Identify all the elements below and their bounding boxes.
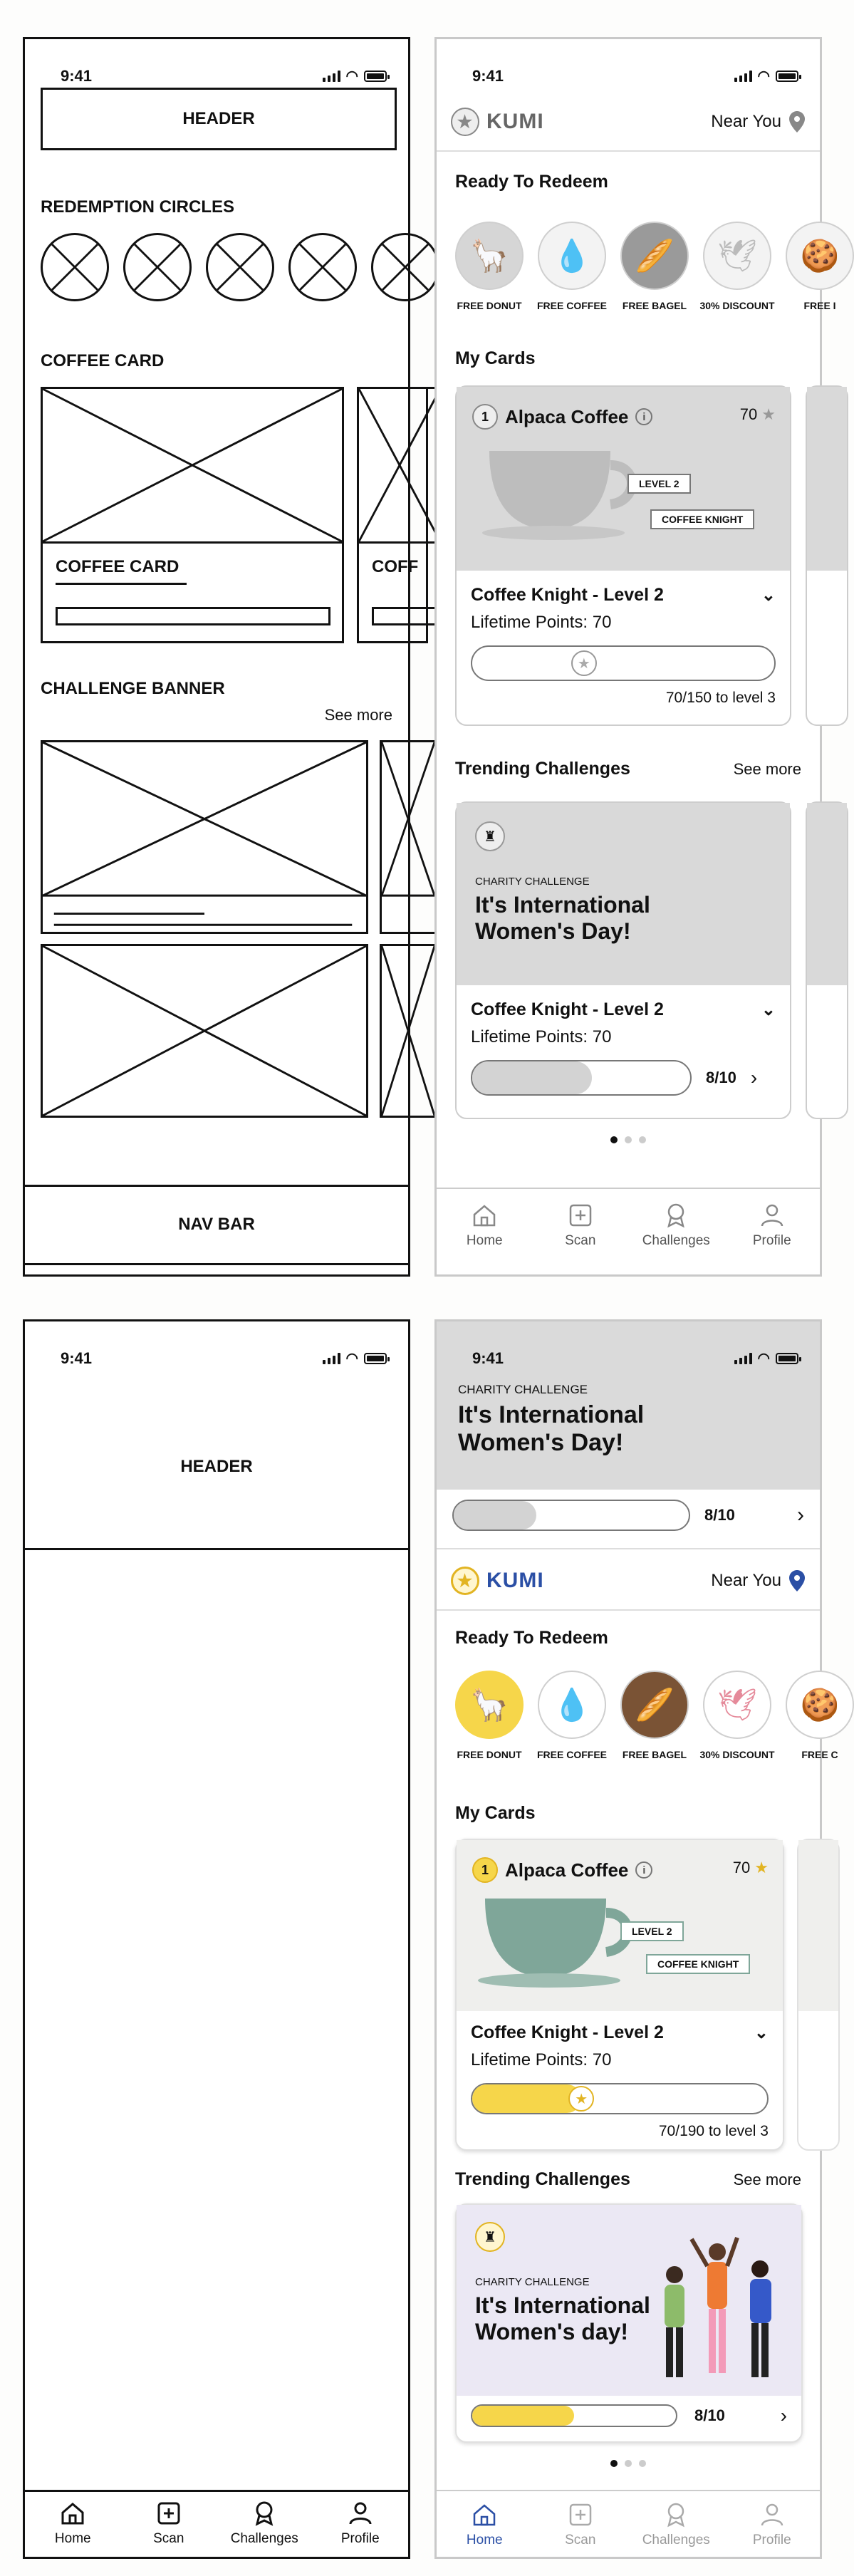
hifi-home-color [434,1319,840,2559]
nav-profile[interactable] [318,2500,403,2547]
redeem-item-bagel[interactable] [620,1671,689,1760]
level-title: Coffee Knight - Level 2 [471,585,664,605]
nav-scan[interactable] [126,2500,212,2547]
wifi-icon: ◠ [345,68,358,84]
header-divider [437,150,820,152]
redeem-item-peek[interactable] [786,1671,854,1760]
card-level [471,585,776,606]
info-icon[interactable]: i [635,408,652,425]
banner-count: 8/10 [704,1506,735,1524]
redemption-title: REDEMPTION CIRCLES [41,197,235,217]
brand-name: KUMI [486,110,544,133]
redeem-label: FREE DONUT [457,1749,522,1760]
level-progress-bar [471,2083,769,2114]
carousel-dots[interactable] [610,2460,646,2467]
star-icon: ★ [754,1859,769,1876]
nav-scan[interactable] [538,1202,623,1249]
status-icons [323,69,387,83]
loyalty-card[interactable] [455,385,791,726]
award-icon [662,2501,689,2528]
redeem-label: FREE BAGEL [622,300,687,311]
redeem-item-peek[interactable] [786,222,854,311]
image-placeholder [41,387,344,544]
nav-label: Profile [340,2531,380,2546]
location-pin-icon [788,110,806,133]
alpaca-icon: 🦙 [455,1671,524,1739]
brand-logo[interactable] [451,108,544,136]
nav-label: Home [54,2531,91,2546]
status-time: 9:41 [61,67,93,85]
redeem-label: FREE BAGEL [622,1749,687,1760]
nav-label: Challenges [642,2533,710,2548]
level-ribbon: LEVEL 2 [620,1921,684,1941]
card-details [457,2022,783,2140]
award-icon [251,2500,278,2527]
challenge-progress-row [471,1060,776,1096]
chevron-down-icon[interactable]: ⌄ [754,2023,769,2042]
challenge-title: It's International Women's day! [475,2292,650,2344]
chevron-down-icon[interactable]: ⌄ [761,1000,776,1019]
chevron-down-icon[interactable]: ⌄ [761,586,776,605]
near-you-label: Near You [711,1571,781,1590]
challenge-card[interactable] [455,2203,803,2443]
location-selector[interactable] [711,1569,806,1592]
nav-challenges[interactable] [633,2501,719,2548]
scan-plus-icon [567,2501,594,2528]
brand-name: KUMI [486,1569,544,1592]
status-time: 9:41 [61,1349,93,1367]
header-divider [437,1609,820,1611]
to-level-text: 70/190 to level 3 [658,2123,769,2139]
bottom-nav [25,2500,408,2547]
circle-placeholder[interactable] [206,233,274,301]
card-level [471,2022,769,2043]
home-icon [471,2501,498,2528]
card-points [740,405,776,424]
redeem-label: FREE COFFEE [537,300,608,311]
my-cards-title: My Cards [455,348,536,368]
challenge-tag: CHARITY CHALLENGE [475,2276,590,2288]
nav-bottom-divider [25,1263,408,1265]
card-name [472,1857,652,1883]
redeem-item-coffee[interactable] [538,222,606,311]
nav-label: Home [466,1233,503,1248]
redeem-label: 30% DISCOUNT [699,1749,775,1760]
coffee-card-placeholder[interactable] [41,387,344,643]
header-divider [25,1548,408,1550]
header-label: HEADER [180,1457,253,1476]
points-value: 70 [732,1859,751,1876]
challenge-count: 8/10 [706,1069,736,1086]
circle-placeholder[interactable] [41,233,109,301]
chevron-right-icon[interactable]: › [780,2404,787,2426]
chevron-right-icon[interactable]: › [750,1066,758,1089]
challenge-progress-bar [471,1060,692,1096]
banner-progress-bar [452,1500,690,1531]
chevron-right-icon[interactable]: › [797,1503,804,1527]
loyalty-card-peek[interactable] [797,1839,840,2151]
banner-progress-row [452,1500,804,1531]
nav-home[interactable] [442,1202,527,1249]
home-icon [59,2500,86,2527]
nav-challenges[interactable] [222,2500,307,2547]
level-ribbon: LEVEL 2 [628,474,691,494]
brand-logo[interactable] [451,1567,544,1595]
drops-icon: 💧 [538,1671,606,1739]
progress-placeholder [56,607,330,625]
star-thumb-icon: ★ [568,2086,594,2112]
battery-icon [776,71,798,82]
card-points [733,1859,769,1877]
redeem-row [455,222,854,311]
points-value: 70 [739,405,758,423]
redeem-label: FREE I [803,300,836,311]
coffee-card-label: COFFEE CARD [56,557,179,576]
progress-fill [454,1501,536,1530]
nav-label: Scan [565,1233,596,1248]
bottom-nav [437,1202,820,1249]
challenge-banner-placeholder[interactable] [41,740,368,934]
nav-label: Challenges [230,2531,298,2546]
cookie-icon: 🍪 [786,1671,854,1739]
signal-icon [734,71,752,82]
header-placeholder [41,88,397,150]
title-underline [56,583,187,585]
title-ribbon: COFFEE KNIGHT [646,1954,750,1974]
redeem-item-donut[interactable] [455,1671,524,1760]
app-header [437,100,820,143]
coffee-card-placeholder-peek[interactable] [357,387,428,643]
nav-scan[interactable] [538,2501,623,2548]
lifetime-points: Lifetime Points: 70 [471,613,612,632]
card-name-text: Alpaca Coffee [505,1859,629,1881]
bottom-nav [437,2501,820,2548]
status-time: 9:41 [472,67,504,85]
progress-fill [472,2406,574,2426]
redeem-row [455,1671,854,1760]
nav-label: Profile [752,2533,791,2548]
challenge-title: It's International Women's Day! [475,892,650,944]
challenge-card-peek[interactable] [806,801,848,1119]
location-pin-icon [788,1569,806,1592]
level-progress-bar [471,645,776,681]
header-label: HEADER [182,109,255,128]
signal-icon [323,1353,340,1364]
coin-icon: 1 [472,1857,498,1883]
nav-divider [437,1188,820,1189]
award-icon [662,1202,689,1229]
redeem-item-discount[interactable] [699,222,775,311]
nav-bar-label: NAV BAR [178,1215,255,1234]
header-divider [437,1548,820,1549]
location-selector[interactable] [711,110,806,133]
progress-fill [472,2084,581,2113]
wireframe-home [23,37,419,1277]
level-title: Coffee Knight - Level 2 [471,999,664,1019]
see-more-link[interactable]: See more [733,760,801,778]
scan-plus-icon [567,1202,594,1229]
loyalty-card[interactable] [455,1839,784,2151]
nav-profile[interactable] [729,1202,815,1249]
banner-tag: CHARITY CHALLENGE [458,1383,588,1396]
person-icon [347,2500,374,2527]
status-bar [437,1337,820,1380]
ready-to-redeem-title: Ready To Redeem [455,1628,608,1648]
coin-icon: 1 [472,404,498,430]
wireframe-scrolled [23,1319,410,2559]
challenge-count: 8/10 [694,2406,725,2424]
my-cards-title: My Cards [455,1803,536,1823]
star-icon: ★ [761,405,776,423]
nav-challenges[interactable] [633,1202,719,1249]
scan-plus-icon [155,2500,182,2527]
progress-fill [472,1061,592,1094]
challenge-card[interactable] [455,801,791,1119]
status-icons [734,69,798,83]
redeem-item-coffee[interactable] [538,1671,606,1760]
card-name-text: Alpaca Coffee [505,405,629,427]
card-image [457,387,790,571]
card-details [457,585,790,707]
origami-bird-icon: 🕊 [703,222,771,290]
battery-icon [776,1353,798,1364]
level-title: Coffee Knight - Level 2 [471,2022,664,2042]
lifetime-points: Lifetime Points: 70 [471,2050,612,2069]
circle-placeholder[interactable] [288,233,357,301]
see-more-link[interactable]: See more [733,2171,801,2188]
info-icon[interactable]: i [635,1861,652,1879]
challenge-details [457,999,790,1096]
image-placeholder [357,387,442,544]
challenge-banner-placeholder-peek[interactable] [380,944,437,1118]
redeem-label: FREE COFFEE [537,1749,608,1760]
home-icon [471,1202,498,1229]
wifi-icon: ◠ [757,68,770,84]
nav-divider [25,1185,408,1187]
redeem-label: FREE DONUT [457,300,522,311]
trending-challenges-title: Trending Challenges [455,2169,630,2189]
origami-bird-icon: 🕊 [703,1671,771,1739]
bread-basket-icon: 🥖 [620,222,689,290]
nav-profile[interactable] [729,2501,815,2548]
title-ribbon: COFFEE KNIGHT [650,509,754,529]
challenge-banner [457,803,790,985]
person-icon [759,2501,786,2528]
nav-label: Challenges [642,1233,710,1248]
battery-icon [364,71,387,82]
progress-fill [472,647,584,680]
circle-placeholder[interactable] [123,233,192,301]
redeem-item-bagel[interactable] [620,222,689,311]
trending-challenges-title: Trending Challenges [455,759,630,779]
lifetime-points: Lifetime Points: 70 [471,1027,612,1046]
coffee-card-title: COFFEE CARD [41,351,165,370]
card-image [457,1840,783,2011]
battery-icon [364,1353,387,1364]
ready-to-redeem-title: Ready To Redeem [455,172,608,192]
nav-label: Profile [752,1233,791,1248]
app-header [437,1559,820,1602]
wifi-icon: ◠ [757,1351,770,1366]
signal-icon [734,1353,752,1364]
star-thumb-icon: ★ [571,650,597,676]
challenge-badge-icon: ♜ [475,2222,505,2252]
status-bar [437,55,820,98]
challenge-progress-row [471,2404,787,2427]
nav-divider [437,2490,820,2491]
card-name [472,404,652,430]
challenge-banner [457,2205,801,2396]
redeem-label: 30% DISCOUNT [699,300,775,311]
see-more-link[interactable]: See more [324,706,392,724]
status-time: 9:41 [472,1349,504,1367]
alpaca-icon: 🦙 [455,222,524,290]
nav-label: Scan [565,2533,596,2548]
banner-text [458,1383,686,1457]
coffee-card-peek-label: COFF [372,557,419,576]
challenge-banner-title: CHALLENGE BANNER [41,679,225,698]
status-icons [734,1351,798,1366]
star-logo-icon: ★ [451,1567,479,1595]
redeem-label: FREE C [801,1749,838,1760]
circle-placeholder[interactable] [371,233,439,301]
challenge-badge-icon: ♜ [475,821,505,851]
wifi-icon: ◠ [345,1351,358,1366]
to-level-text: 70/150 to level 3 [665,690,776,706]
loyalty-card-peek[interactable] [806,385,848,726]
bread-basket-icon: 🥖 [620,1671,689,1739]
challenge-level [471,999,776,1020]
status-bar [25,1337,408,1380]
signal-icon [323,71,340,82]
top-banner[interactable] [437,1321,820,1490]
banner-title: It's International Women's Day! [458,1401,645,1457]
nav-label: Scan [153,2531,184,2546]
star-logo-icon: ★ [451,108,479,136]
nav-divider [25,2490,408,2492]
challenge-progress-bar [471,2404,677,2427]
challenge-tag: CHARITY CHALLENGE [475,876,590,888]
near-you-label: Near You [711,112,781,131]
challenge-banner-placeholder[interactable] [41,944,368,1118]
person-icon [759,1202,786,1229]
carousel-dots[interactable] [610,1136,646,1143]
redeem-item-donut[interactable] [455,222,524,311]
cookie-icon: 🍪 [786,222,854,290]
redeem-item-discount[interactable] [699,1671,775,1760]
nav-home[interactable] [442,2501,527,2548]
women-illustration-icon [646,2225,788,2382]
drops-icon: 💧 [538,222,606,290]
status-icons [323,1351,387,1366]
hifi-home-gray [434,37,840,1277]
nav-home[interactable] [30,2500,115,2547]
nav-label: Home [466,2533,503,2548]
challenge-banner-placeholder-peek[interactable] [380,740,437,934]
